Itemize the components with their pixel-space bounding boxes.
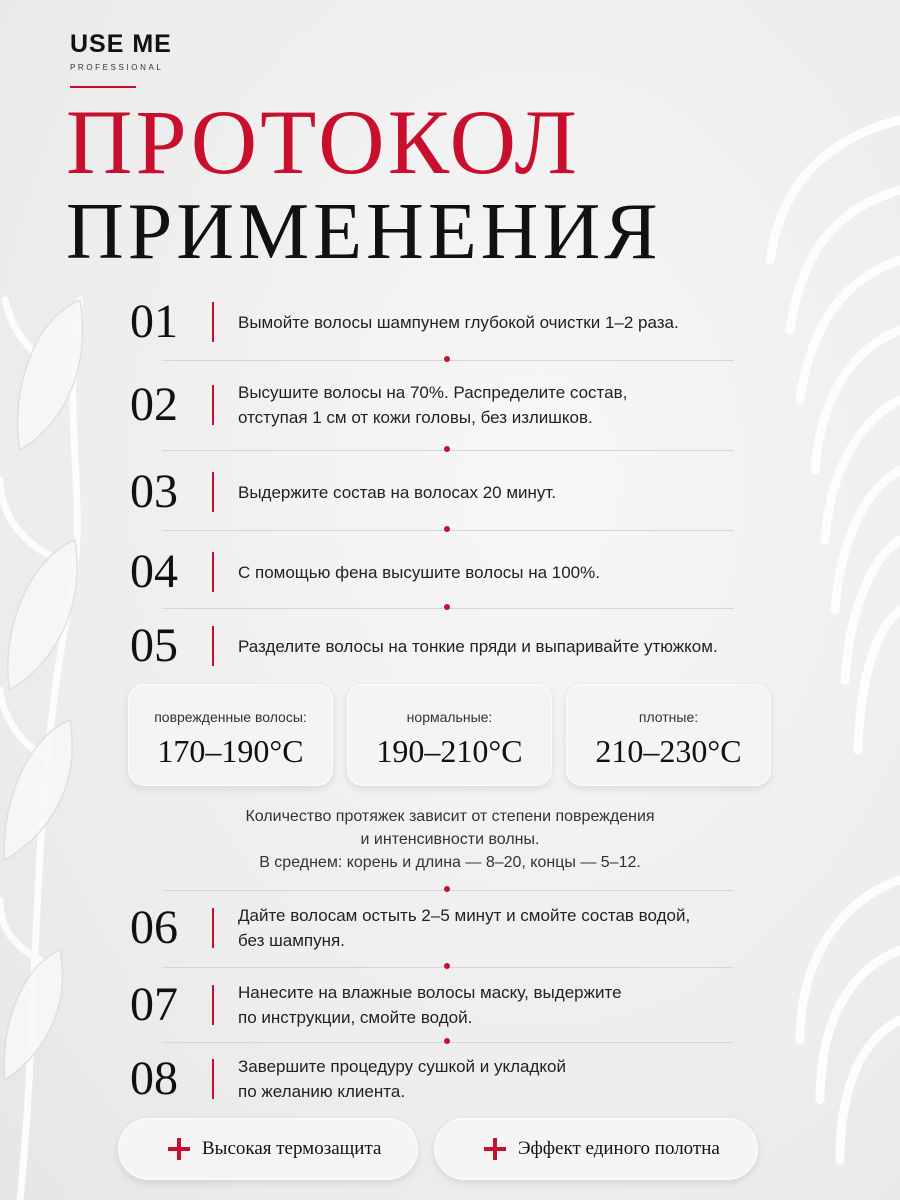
step-07 — [130, 975, 780, 1035]
temp-label: нормальные: — [406, 709, 493, 725]
temp-card-normal — [347, 684, 552, 786]
temp-value: 170–190°C — [157, 733, 304, 769]
step-text: Дайте волосам остыть 2–5 минут и смойте состав водой, без шампуня. — [238, 906, 691, 950]
separator-dot — [444, 526, 450, 532]
step-divider — [212, 552, 214, 592]
page-title-line1: ПРОТОКОЛ — [66, 91, 580, 193]
separator-dot — [444, 356, 450, 362]
separator-dot — [444, 886, 450, 892]
step-number: 03 — [130, 465, 178, 518]
brand-logo — [70, 30, 172, 88]
step-divider — [212, 1059, 214, 1099]
feature-label: Эффект единого полотна — [518, 1138, 720, 1159]
temp-card-dense — [566, 684, 771, 786]
step-text: Завершите процедуру сушкой и укладкой по желанию клиента. — [238, 1057, 566, 1101]
feature-uniform-canvas — [434, 1118, 758, 1180]
temp-label: плотные: — [638, 709, 699, 725]
passes-note: Количество протяжек зависит от степени повреждения и интенсивности волны. В среднем: корень и длина — 8–20, концы — 5–12. — [245, 808, 655, 871]
temp-label: поврежденные волосы: — [154, 709, 307, 725]
page-title-line2: ПРИМЕНЕНИЯ — [66, 188, 662, 276]
step-text: Вымойте волосы шампунем глубокой очистки 1–2 раза. — [238, 312, 679, 332]
step-number: 06 — [130, 901, 178, 954]
step-divider — [212, 985, 214, 1025]
step-text: Нанесите на влажные волосы маску, выдержите по инструкции, смойте водой. — [238, 983, 622, 1027]
step-divider — [212, 908, 214, 948]
separator-dot — [444, 604, 450, 610]
temp-value: 210–230°C — [595, 733, 742, 769]
step-05 — [130, 616, 780, 676]
step-08 — [130, 1049, 780, 1109]
separator-dot — [444, 963, 450, 969]
temp-card-damaged — [128, 684, 333, 786]
step-01 — [130, 292, 780, 352]
step-06 — [130, 898, 780, 958]
step-text: Разделите волосы на тонкие пряди и выпаривайте утюжком. — [238, 636, 718, 656]
step-divider — [212, 626, 214, 666]
separator-dot — [444, 1038, 450, 1044]
step-number: 07 — [130, 978, 178, 1031]
brand-name: USE ME — [70, 30, 172, 58]
brand-subtitle: PROFESSIONAL — [70, 63, 164, 72]
step-number: 02 — [130, 378, 178, 431]
step-divider — [212, 385, 214, 425]
step-number: 04 — [130, 545, 178, 598]
step-number: 01 — [130, 295, 178, 348]
step-text: Высушите волосы на 70%. Распределите состав, отступая 1 см от кожи головы, без излишков. — [238, 383, 628, 427]
step-divider — [212, 302, 214, 342]
plus-icon — [168, 1138, 190, 1160]
step-02 — [130, 375, 780, 435]
step-number: 08 — [130, 1052, 178, 1105]
step-number: 05 — [130, 619, 178, 672]
step-text: С помощью фена высушите волосы на 100%. — [238, 562, 600, 582]
step-text: Выдержите состав на волосах 20 минут. — [238, 482, 557, 502]
step-03 — [130, 462, 780, 522]
brand-divider — [70, 86, 136, 88]
temp-value: 190–210°C — [376, 733, 523, 769]
feature-thermal-protection — [118, 1118, 418, 1180]
step-divider — [212, 472, 214, 512]
plus-icon — [484, 1138, 506, 1160]
step-04 — [130, 542, 780, 602]
feature-label: Высокая термозащита — [202, 1138, 382, 1159]
separator-dot — [444, 446, 450, 452]
